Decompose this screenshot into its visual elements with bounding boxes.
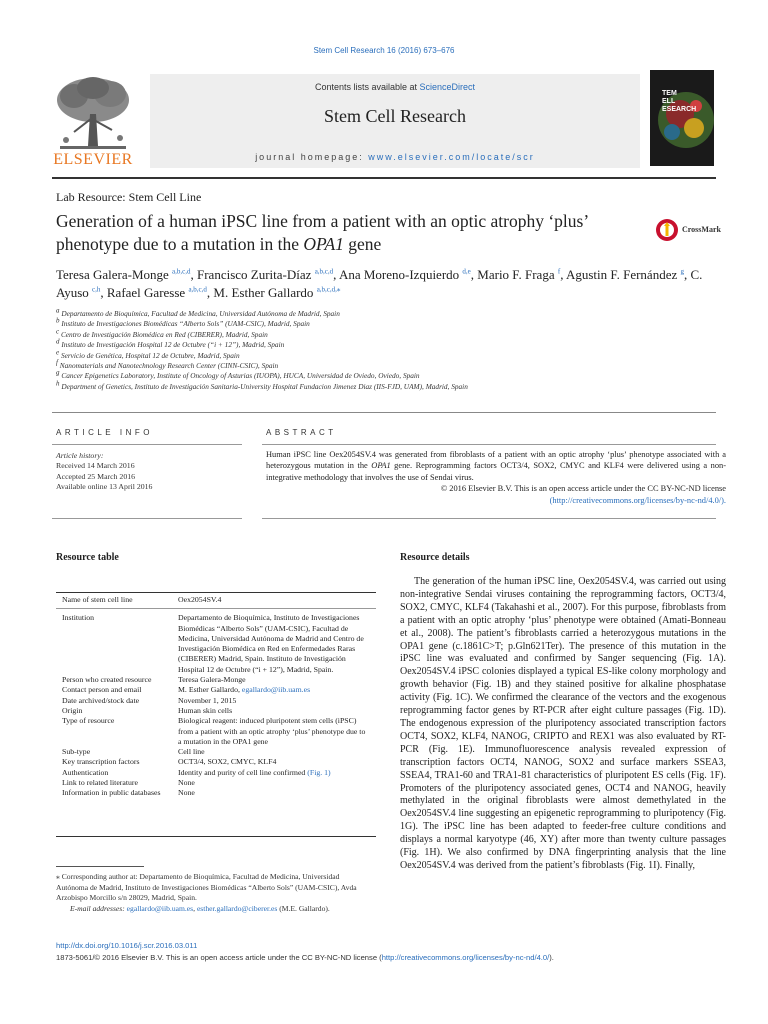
table-cell-label: Origin [62, 705, 83, 715]
table-cell-value [178, 788, 372, 798]
abstract-license-link[interactable]: (http://creativecommons.org/licenses/by-nc-nd/4.0/). [549, 495, 726, 505]
affiliation-text: Instituto de Investigación Hospital 12 de Octubre (“i + 12”), Madrid, Spain [61, 340, 285, 350]
abstract-part-2: gene. Reprogramming factors OCT3/4, SOX2, CMYC and KLF4 were delivered using a non-integrative methodology that involves the use of Sendai virus. [266, 461, 726, 482]
contents-line [150, 82, 640, 92]
table-cell-label: Key transcription factors [62, 757, 140, 767]
affiliation-key: a [56, 306, 60, 315]
elsevier-tree-icon [52, 74, 134, 150]
author-name[interactable]: C. Ayuso [56, 267, 703, 300]
table-cell-value [178, 768, 372, 778]
author-name[interactable]: Rafael Garesse [106, 285, 186, 300]
crossmark-badge[interactable] [655, 216, 725, 246]
table-top-rule [56, 592, 376, 593]
table-cell-value [178, 747, 372, 757]
table-cell-value [178, 706, 372, 716]
table-cell-value [178, 685, 372, 695]
affiliation-item [56, 316, 716, 329]
bottom-license-link[interactable]: http://creativecommons.org/licenses/by-nc-nd/4.0/ [381, 953, 550, 962]
resource-details-text: The generation of the human iPSC line, Oex2054SV.4, was carried out using non-integrative Sendai viruses containing the reprogramming factors, OCT3/4, SOX2, CMYC, KLF4 (Takahashi et al., 2007). For this purpose, fibroblasts from a patient with an optic atrophy ‘plus’ phenotype were obtained (Amati-Bonneau et al., 2008). The patient’s fibroblasts carried a heterozygous mutations in the OPA1 gene (c.1861C>T; p.Gln621Ter). The presence of this mutation in the iPSC line was evaluated and confirmed by Sanger sequencing (Fig. 1A). Oex2054SV.4 iPSC colonies displayed a typical ES-like colony morphology and growth behavior (Fig. 1B) and they stained positive for alkaline phosphatase activity (Fig. 1C). We confirmed the clearance of the vectors and the exogenous reprogramming factor genes by RT-PCR after eight culture passages (Fig. 1D). The endogenous expression of the pluripotency associated transcription factors OCT4, SOX2, KLF4, NANOG, CRIPTO and REX1 was also evaluated by RT-PCR (Fig. 1E). Immunofluorescence analysis revealed expression of transcription factors OCT4, NANOG, SOX2 and surface markers SSEA3, SSEA4, TRA1-60 and TRA1-81 characteristics of pluripotent ES cells (Fig. 1F). Promoters of the pluripotency associated genes, OCT4 and NANOG, heavily methylated in the original fibroblasts were almost demethylated in the Oex2054SV.4 line suggesting an epigenetic reprogramming to pluripotency (Fig. 1G). The iPSC line has been adapted to feeder-free culture conditions and displays a normal karyotype (46, XY) after more than twenty culture passages (Fig. 1H). We also confirmed by DNA fingerprinting analysis that the line Oex2054SV.4 was derived from the patient’s fibroblasts (Fig. 1I). Finally, [400, 576, 726, 871]
homepage-link[interactable]: www.elsevier.com/locate/scr [368, 152, 535, 162]
affiliation-text: Nanomaterials and Nanotechnology Research Center (CINN-CSIC), Spain [59, 361, 279, 371]
bottom-license [56, 953, 554, 962]
abstract-part-1: Human iPSC line Oex2054SV.4 was generated from fibroblasts of a patient with an optic atrophy ‘plus’ phenotype associated with a heterozygous mutation in the [266, 450, 726, 471]
abstract-heading: ABSTRACT [266, 428, 337, 437]
author-affiliation-marker[interactable]: c,h [92, 285, 101, 294]
elsevier-wordmark: ELSEVIER [53, 151, 133, 168]
email-link-2[interactable]: esther.gallardo@ciberer.es [196, 903, 278, 913]
affiliation-rule [52, 412, 716, 413]
article-info-heading: ARTICLE INFO [56, 428, 153, 437]
email-separator: , [193, 903, 197, 913]
affiliation-text: Centro de Investigación Biomédica en Red (CIBERER), Madrid, Spain [60, 329, 268, 339]
table-row [56, 788, 372, 798]
article-title [56, 210, 626, 256]
table-cell-label: Date archived/stock date [62, 695, 140, 705]
table-cell-value [178, 716, 372, 747]
bottom-license-prefix: 1873-5061/© 2016 Elsevier B.V. This is an open access article under the CC BY-NC-ND license ( [56, 953, 382, 962]
affiliation-item [56, 358, 716, 371]
accepted-date: Accepted 25 March 2016 [56, 471, 136, 481]
crossmark-label: CrossMark [682, 225, 721, 234]
table-value-text: Identity and purity of cell line confirmed [178, 767, 308, 777]
table-value-text: Cell line [178, 747, 205, 757]
table-cell-value [178, 757, 372, 767]
table-cell-label: Name of stem cell line [62, 595, 133, 604]
history-label: Article history: [56, 451, 104, 460]
resource-table [56, 594, 372, 799]
email-link-1[interactable]: egallardo@iib.uam.es [126, 903, 194, 913]
table-row [56, 747, 372, 757]
article-info-rule [52, 444, 242, 445]
journal-cover-image[interactable] [650, 70, 714, 166]
abstract-gene: OPA1 [371, 461, 391, 471]
table-row [56, 696, 372, 706]
affiliation-item [56, 379, 716, 392]
table-cell-value [178, 778, 372, 788]
journal-homepage [150, 152, 640, 162]
footnote-rule [56, 866, 144, 867]
table-cell-value [178, 696, 372, 706]
affiliation-key: b [56, 316, 60, 325]
affiliation-text: Department of Genetics, Instituto de Investigación Sanitaria-University Hospital Fundacion Jimenez Diaz (IIS-FJD, UAM), Madrid, Spain [61, 381, 468, 391]
resource-details-heading: Resource details [400, 552, 470, 563]
author-separator: , [190, 267, 197, 282]
table-cell-value [178, 675, 372, 685]
affiliation-key: c [56, 327, 60, 336]
table-value-text: Departamento de Bioquímica, Instituto de Investigaciones Biomédicas “Alberto Sols” (UAM-CSIC), Facultad de Medicina, Universidad Autónoma de Madrid and Centro de Investigación Biomédica en Red en Enfermedades Raras (CIBERER) Madrid, Spain. Instituto de Investigación Hospital 12 de Octubre (“i + 12”), Madrid, Spain. [178, 613, 364, 674]
author-separator: , [683, 267, 691, 282]
affiliation-item [56, 327, 716, 340]
affiliation-key: h [56, 379, 60, 388]
table-cell-label: Sub-type [62, 747, 91, 757]
affiliation-text: Instituto de Investigaciones Biomédicas “Alberto Sols” (UAM-CSIC), Madrid, Spain [61, 319, 310, 329]
author-affiliation-marker[interactable]: a,b,c,d [188, 285, 207, 294]
table-value-link[interactable]: egallardo@iib.uam.es [241, 685, 311, 695]
table-bottom-rule [56, 836, 376, 837]
table-value-text: Biological reagent: induced pluripotent stem cells (iPSC) from a patient with an optic atrophy ‘plus’ phenotype due to a mutation in the OPA1 gene [178, 716, 366, 746]
cover-title: TEM ELL ESEARCH [662, 90, 697, 113]
author-affiliation-marker[interactable]: a,b,c,d,⁎ [316, 285, 341, 294]
email-suffix: (M.E. Gallardo). [277, 903, 330, 913]
table-cell-label: Institution [62, 613, 95, 623]
sciencedirect-link[interactable]: ScienceDirect [419, 82, 476, 92]
table-cell-label: Type of resource [62, 716, 115, 726]
email-label: E-mail addresses: [70, 903, 127, 913]
abstract-text [266, 449, 726, 506]
table-row [56, 716, 372, 747]
table-value-text: None [178, 778, 195, 788]
article-section-label: Lab Resource: Stem Cell Line [56, 190, 202, 204]
title-gene: OPA1 [303, 234, 344, 254]
affiliation-item [56, 348, 716, 361]
homepage-prefix: journal homepage: [255, 152, 369, 162]
affiliation-item [56, 371, 716, 381]
table-row [56, 685, 372, 695]
author-name[interactable]: Agustin F. Fernández [565, 267, 678, 282]
journal-reference[interactable]: Stem Cell Research 16 (2016) 673–676 [313, 46, 455, 55]
table-row [56, 757, 372, 767]
bottom-license-suffix: ). [549, 953, 554, 962]
affiliation-text: Servicio de Genética, Hospital 12 de Octubre, Madrid, Spain [60, 350, 240, 360]
author-name[interactable]: M. Esther Gallardo [213, 285, 314, 300]
table-mid-rule [56, 608, 376, 609]
affiliation-text: Cancer Epigenetics Laboratory, Institute of Oncology of Asturias (IUOPA), HUCA, Universidad de Oviedo, Oviedo, Spain [61, 371, 420, 381]
article-history [56, 451, 236, 493]
corresponding-author-footnote [56, 872, 372, 914]
affiliation-item [56, 337, 716, 350]
table-row [56, 706, 372, 716]
corresponding-author-text: ⁎ Corresponding author at: Departamento de Bioquímica, Facultad de Medicina, Universidad Autónoma de Madrid, Instituto de Investigaciones Biomédicas “Alberto Sols” (UAM-CSIC), Avda Arzobispo Morcillo s/n 28029, Madrid, Spain. [56, 872, 357, 903]
table-value-text: OCT3/4, SOX2, CMYC, KLF4 [178, 757, 277, 767]
table-row [56, 675, 372, 685]
table-cell-label: Information in public databases [62, 788, 161, 798]
affiliation-item [56, 306, 716, 319]
affiliation-list [56, 306, 716, 392]
affiliation-key: d [56, 337, 60, 346]
author-separator: , [560, 267, 566, 282]
table-row [56, 611, 372, 675]
article-info-bottom-rule [52, 518, 242, 519]
table-value-text: Oex2054SV.4 [178, 595, 222, 604]
affiliation-text: Departamento de Bioquímica, Facultad de Medicina, Universidad Autónoma de Madrid, Spain [61, 309, 340, 318]
table-value-text: None [178, 788, 195, 798]
author-separator: , [470, 267, 478, 282]
title-text-1: Generation of a human iPSC line from a patient with an optic atrophy ‘plus’ phenotype due to a mutation in the [56, 211, 588, 254]
table-cell-value [178, 611, 372, 675]
affiliation-key: g [56, 369, 60, 378]
author-name[interactable]: Mario F. Fraga [477, 267, 555, 282]
author-affiliation-marker[interactable]: g [680, 267, 684, 276]
author-list [56, 266, 716, 302]
table-row [56, 778, 372, 788]
received-date: Received 14 March 2016 [56, 461, 135, 471]
author-separator: , [333, 267, 339, 282]
table-row [56, 768, 372, 778]
online-date: Available online 13 April 2016 [56, 482, 153, 492]
table-value-text: M. Esther Gallardo, [178, 685, 242, 695]
author-name[interactable]: Ana Moreno-Izquierdo [338, 267, 460, 282]
affiliation-key: f [56, 358, 58, 367]
doi-link[interactable]: http://dx.doi.org/10.1016/j.scr.2016.03.011 [56, 941, 198, 950]
abstract-copyright: © 2016 Elsevier B.V. This is an open access article under the CC BY-NC-ND license [440, 484, 726, 494]
journal-title[interactable]: Stem Cell Research [324, 106, 466, 126]
table-value-text: Teresa Galera-Monge [178, 675, 246, 685]
resource-table-heading: Resource table [56, 552, 119, 563]
abstract-rule [262, 444, 716, 445]
cover-art-icon [650, 70, 714, 166]
author-affiliation-marker[interactable]: a,b,c,d [172, 267, 191, 276]
author-name[interactable]: Teresa Galera-Monge [56, 267, 169, 282]
table-value-text: Human skin cells [178, 705, 233, 715]
affiliation-key: e [56, 348, 60, 357]
table-cell-label: Link to related literature [62, 778, 138, 788]
abstract-bottom-rule [262, 518, 716, 519]
author-affiliation-marker[interactable]: a,b,c,d [314, 267, 334, 276]
author-name[interactable]: Francisco Zurita-Díaz [197, 267, 312, 282]
table-cell-label: Person who created resource [62, 675, 152, 685]
author-affiliation-marker[interactable]: d,e [462, 267, 471, 276]
author-separator: , [100, 285, 107, 300]
contents-prefix: Contents lists available at [314, 82, 420, 92]
table-cell-label: Contact person and email [62, 685, 142, 695]
table-value-text: November 1, 2015 [178, 695, 237, 705]
crossmark-icon [655, 216, 679, 246]
header-rule [52, 177, 716, 179]
table-cell-label: Authentication [62, 767, 109, 777]
author-separator: , [206, 285, 214, 300]
title-text-2: gene [343, 234, 382, 254]
author-affiliation-marker[interactable]: f [557, 267, 561, 276]
table-value-link[interactable]: (Fig. 1) [307, 767, 331, 777]
